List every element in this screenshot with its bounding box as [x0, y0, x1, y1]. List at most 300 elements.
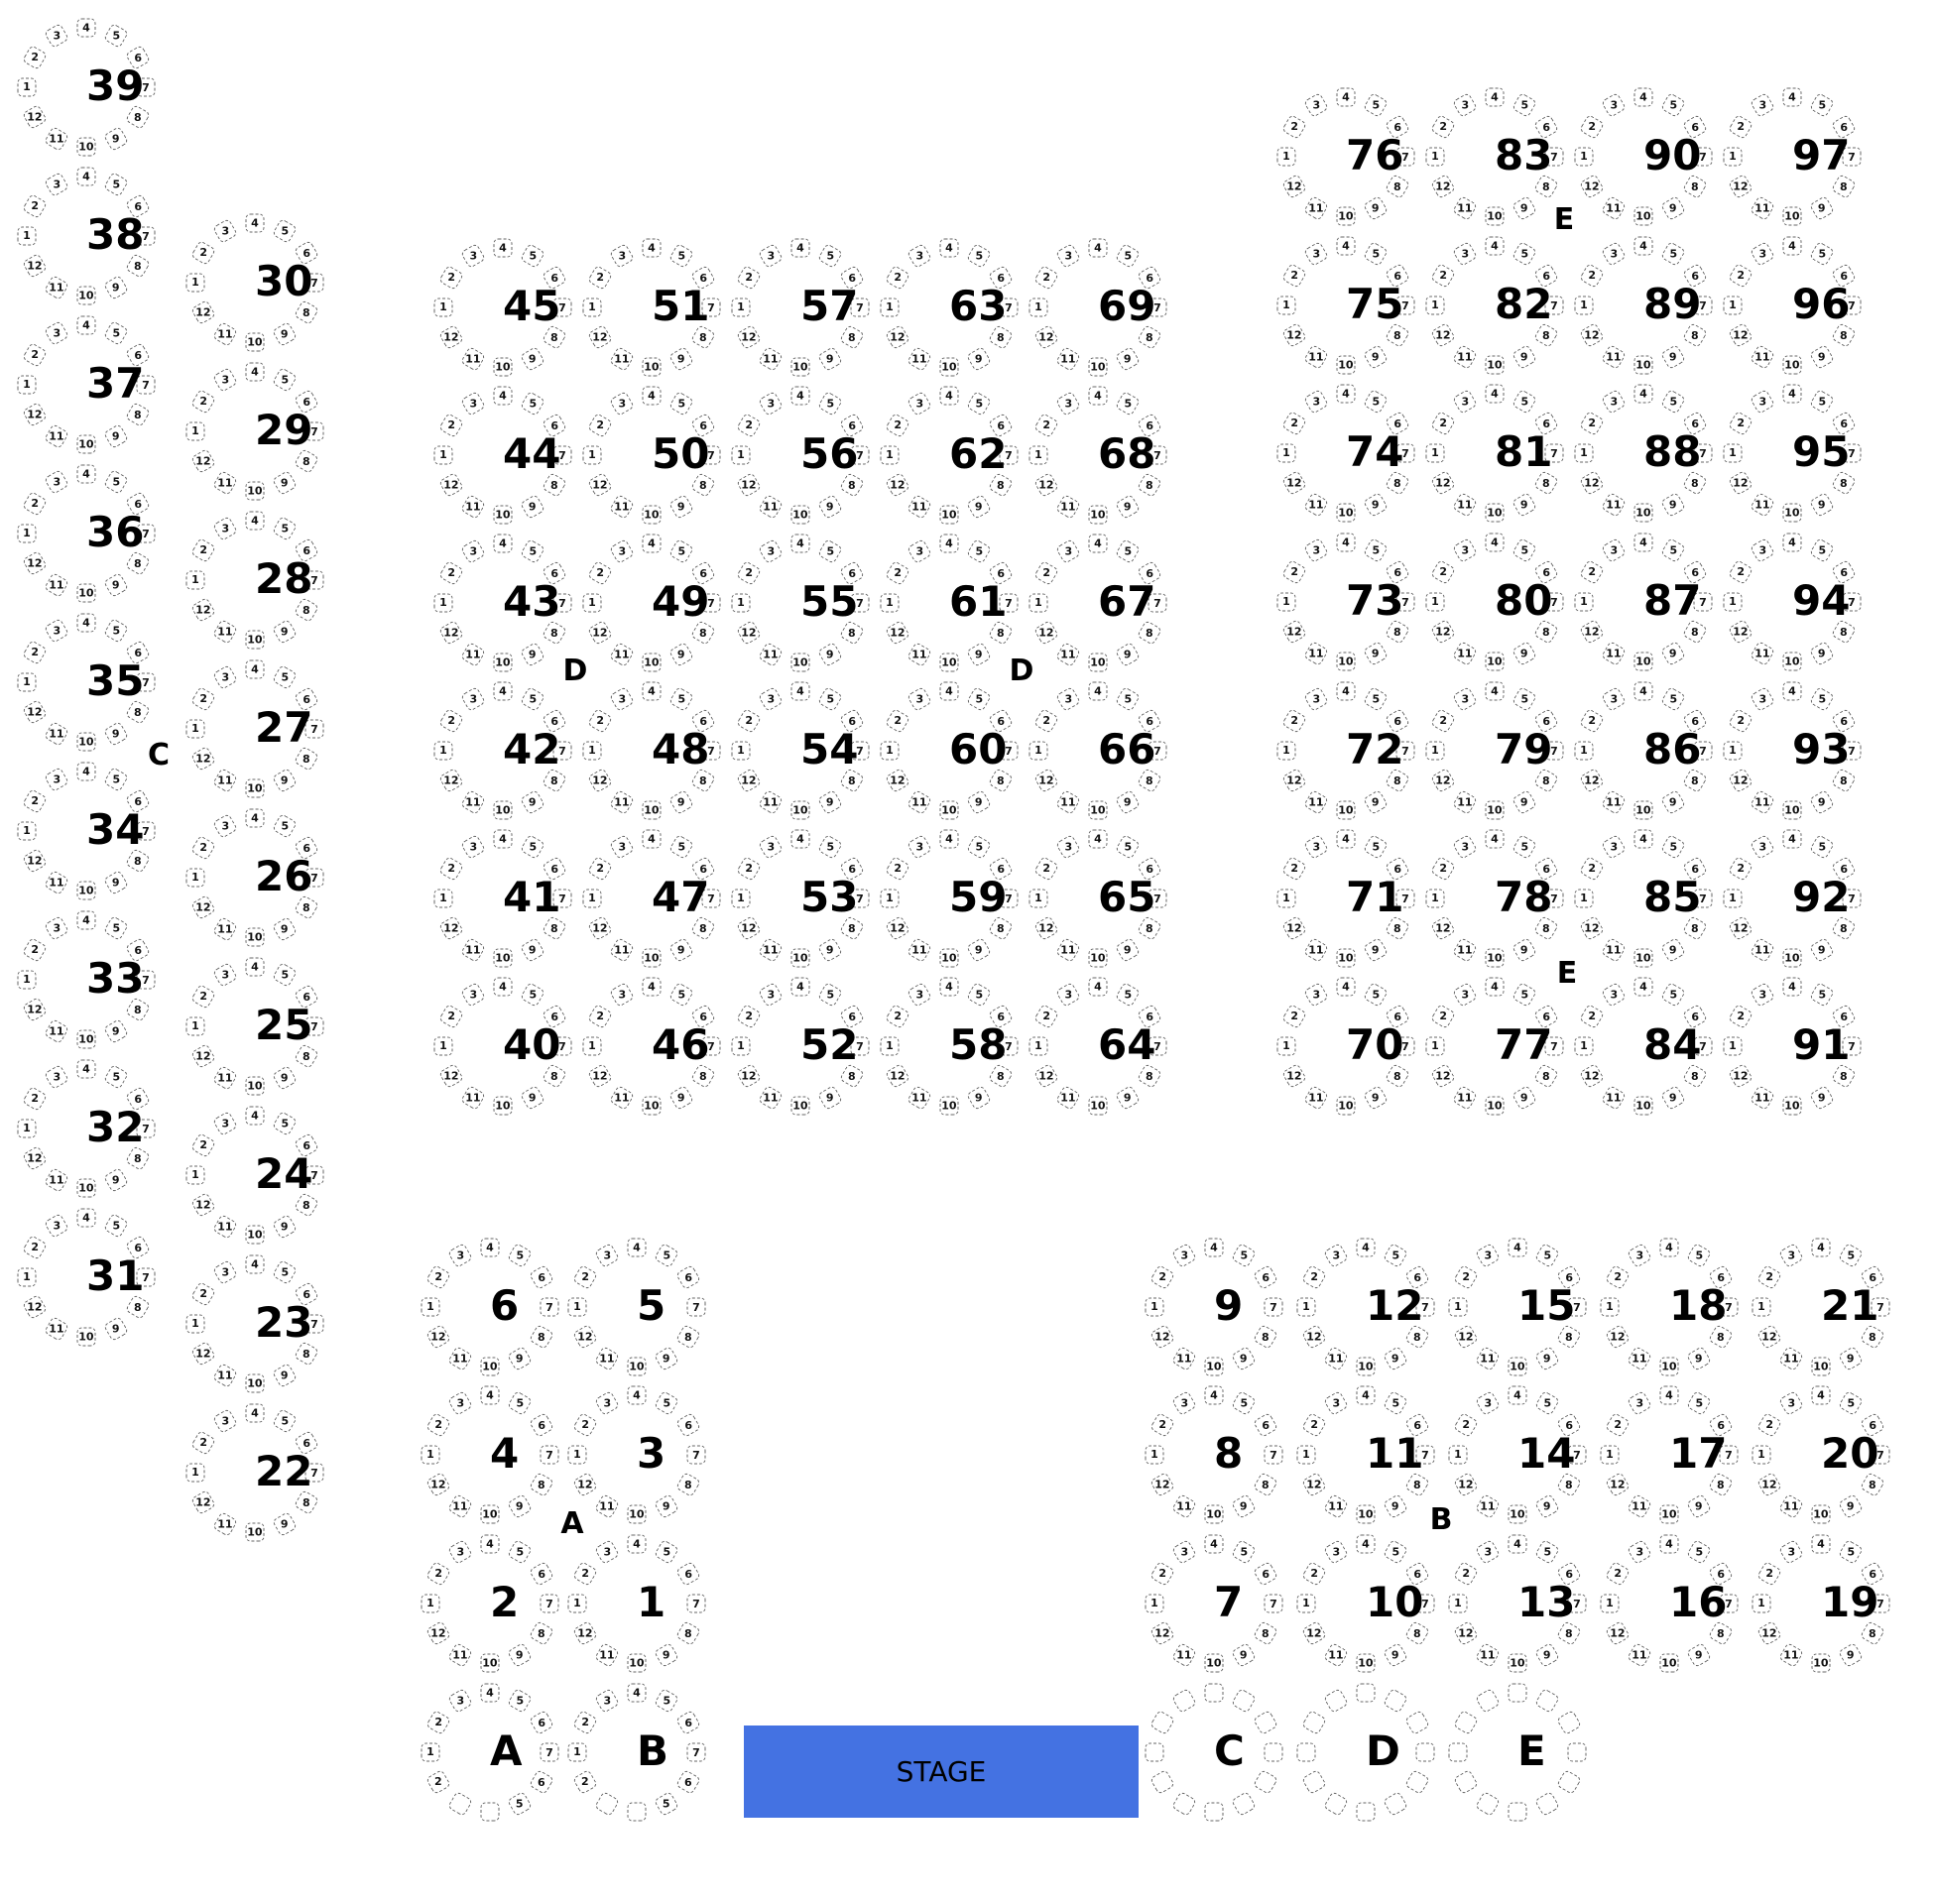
- seat-12[interactable]: [1756, 1620, 1782, 1646]
- seat-3[interactable]: [460, 686, 486, 712]
- seat-blank[interactable]: [1149, 1710, 1175, 1735]
- seat-5[interactable]: [1115, 538, 1141, 564]
- seat-blank[interactable]: [1265, 1743, 1283, 1762]
- seat-10[interactable]: [1205, 1358, 1224, 1376]
- seat-12[interactable]: [1728, 322, 1753, 348]
- seat-4[interactable]: [1205, 1535, 1224, 1554]
- seat-10[interactable]: [643, 949, 662, 968]
- seat-3[interactable]: [594, 1688, 620, 1714]
- seat-2[interactable]: [190, 835, 216, 861]
- seat-3[interactable]: [1323, 1539, 1349, 1565]
- seat-blank[interactable]: [1357, 1684, 1376, 1703]
- seat-11[interactable]: [212, 1363, 238, 1388]
- seat-3[interactable]: [1750, 537, 1775, 563]
- seat-11[interactable]: [907, 1085, 932, 1111]
- seat-11[interactable]: [1171, 1346, 1197, 1371]
- seat-10[interactable]: [1357, 1358, 1376, 1376]
- seat-11[interactable]: [44, 423, 69, 449]
- seat-9[interactable]: [1363, 492, 1389, 518]
- seat-12[interactable]: [438, 620, 464, 646]
- seat-4[interactable]: [1089, 830, 1108, 849]
- seat-10[interactable]: [791, 949, 810, 968]
- seat-11[interactable]: [1475, 1346, 1501, 1371]
- seat-12[interactable]: [1033, 620, 1059, 646]
- seat-9[interactable]: [1383, 1346, 1408, 1371]
- seat-11[interactable]: [907, 789, 932, 815]
- seat-12[interactable]: [1301, 1324, 1327, 1350]
- seat-1[interactable]: [1029, 298, 1048, 317]
- seat-4[interactable]: [643, 978, 662, 997]
- seat-5[interactable]: [668, 243, 694, 269]
- seat-9[interactable]: [817, 1085, 843, 1111]
- seat-11[interactable]: [212, 768, 238, 793]
- seat-4[interactable]: [791, 387, 810, 406]
- seat-12[interactable]: [22, 699, 48, 725]
- seat-1[interactable]: [1277, 593, 1296, 612]
- seat-2[interactable]: [190, 240, 216, 266]
- seat-12[interactable]: [1149, 1620, 1175, 1646]
- seat-1[interactable]: [1029, 742, 1048, 761]
- seat-7[interactable]: [541, 1446, 559, 1465]
- seat-1[interactable]: [583, 594, 602, 613]
- seat-3[interactable]: [447, 1390, 473, 1416]
- seat-5[interactable]: [966, 391, 992, 416]
- seat-10[interactable]: [1634, 949, 1653, 968]
- seat-blank[interactable]: [1323, 1688, 1349, 1714]
- seat-3[interactable]: [1750, 241, 1775, 267]
- seat-4[interactable]: [77, 19, 96, 38]
- seat-1[interactable]: [1753, 1298, 1771, 1317]
- seat-12[interactable]: [425, 1324, 451, 1350]
- seat-12[interactable]: [1281, 619, 1307, 645]
- seat-4[interactable]: [1357, 1386, 1376, 1405]
- seat-4[interactable]: [494, 535, 513, 553]
- seat-5[interactable]: [1363, 241, 1389, 267]
- seat-10[interactable]: [643, 801, 662, 820]
- seat-12[interactable]: [22, 848, 48, 874]
- seat-10[interactable]: [1509, 1654, 1527, 1673]
- seat-4[interactable]: [77, 1060, 96, 1079]
- seat-4[interactable]: [791, 682, 810, 701]
- seat-11[interactable]: [1601, 344, 1627, 370]
- seat-4[interactable]: [246, 1107, 265, 1126]
- seat-10[interactable]: [1205, 1505, 1224, 1524]
- seat-9[interactable]: [520, 789, 545, 815]
- seat-9[interactable]: [103, 1316, 129, 1342]
- seat-9[interactable]: [966, 494, 992, 520]
- seat-2[interactable]: [736, 1004, 762, 1029]
- seat-5[interactable]: [1383, 1243, 1408, 1268]
- seat-2[interactable]: [1301, 1264, 1327, 1290]
- seat-11[interactable]: [1323, 1493, 1349, 1519]
- seat-12[interactable]: [1281, 174, 1307, 199]
- seat-1[interactable]: [1426, 742, 1445, 761]
- seat-3[interactable]: [1778, 1539, 1804, 1565]
- seat-11[interactable]: [1778, 1493, 1804, 1519]
- seat-1[interactable]: [1146, 1298, 1164, 1317]
- seat-blank[interactable]: [447, 1791, 473, 1817]
- seat-2[interactable]: [1149, 1264, 1175, 1290]
- seat-12[interactable]: [1430, 768, 1456, 793]
- seat-9[interactable]: [1383, 1642, 1408, 1668]
- seat-4[interactable]: [1783, 88, 1802, 107]
- seat-10[interactable]: [791, 654, 810, 672]
- seat-4[interactable]: [494, 682, 513, 701]
- seat-5[interactable]: [1115, 982, 1141, 1008]
- seat-10[interactable]: [1486, 207, 1505, 226]
- seat-12[interactable]: [22, 104, 48, 130]
- seat-11[interactable]: [1055, 642, 1081, 667]
- seat-6[interactable]: [1253, 1561, 1278, 1587]
- seat-9[interactable]: [1660, 344, 1686, 370]
- seat-blank[interactable]: [1383, 1791, 1408, 1817]
- seat-11[interactable]: [44, 126, 69, 152]
- seat-10[interactable]: [77, 287, 96, 305]
- seat-10[interactable]: [1337, 1097, 1356, 1116]
- seat-5[interactable]: [668, 538, 694, 564]
- seat-4[interactable]: [1205, 1239, 1224, 1257]
- seat-1[interactable]: [422, 1743, 440, 1762]
- seat-11[interactable]: [1750, 492, 1775, 518]
- seat-12[interactable]: [885, 768, 910, 793]
- seat-11[interactable]: [1750, 344, 1775, 370]
- seat-7[interactable]: [541, 1298, 559, 1317]
- seat-1[interactable]: [422, 1446, 440, 1465]
- seat-4[interactable]: [77, 911, 96, 930]
- seat-3[interactable]: [1750, 982, 1775, 1008]
- seat-10[interactable]: [643, 1097, 662, 1116]
- seat-2[interactable]: [1579, 411, 1605, 436]
- seat-2[interactable]: [438, 1004, 464, 1029]
- seat-3[interactable]: [609, 686, 635, 712]
- seat-10[interactable]: [1089, 1097, 1108, 1116]
- seat-2[interactable]: [190, 389, 216, 415]
- seat-12[interactable]: [22, 402, 48, 427]
- seat-6[interactable]: [675, 1412, 701, 1438]
- seat-5[interactable]: [1660, 982, 1686, 1008]
- seat-2[interactable]: [22, 1235, 48, 1260]
- seat-3[interactable]: [758, 686, 784, 712]
- seat-9[interactable]: [103, 126, 129, 152]
- seat-5[interactable]: [272, 367, 298, 393]
- seat-12[interactable]: [190, 1043, 216, 1069]
- seat-4[interactable]: [1337, 682, 1356, 701]
- seat-10[interactable]: [940, 506, 959, 525]
- seat-11[interactable]: [758, 937, 784, 963]
- seat-5[interactable]: [520, 982, 545, 1008]
- seat-11[interactable]: [609, 494, 635, 520]
- seat-10[interactable]: [791, 358, 810, 377]
- seat-12[interactable]: [190, 894, 216, 920]
- seat-11[interactable]: [907, 937, 932, 963]
- seat-11[interactable]: [1171, 1493, 1197, 1519]
- seat-1[interactable]: [1426, 444, 1445, 463]
- seat-10[interactable]: [1634, 207, 1653, 226]
- seat-3[interactable]: [447, 1539, 473, 1565]
- seat-1[interactable]: [186, 422, 205, 441]
- seat-3[interactable]: [1750, 92, 1775, 118]
- seat-3[interactable]: [758, 834, 784, 860]
- seat-2[interactable]: [1579, 1004, 1605, 1029]
- seat-9[interactable]: [103, 572, 129, 598]
- seat-blank[interactable]: [1475, 1791, 1501, 1817]
- seat-12[interactable]: [22, 1145, 48, 1171]
- seat-3[interactable]: [44, 1064, 69, 1090]
- seat-blank[interactable]: [1509, 1684, 1527, 1703]
- seat-3[interactable]: [1601, 834, 1627, 860]
- seat-3[interactable]: [1627, 1390, 1652, 1416]
- seat-11[interactable]: [1055, 346, 1081, 372]
- seat-5[interactable]: [103, 23, 129, 49]
- seat-1[interactable]: [1724, 742, 1743, 761]
- seat-1[interactable]: [18, 673, 37, 692]
- seat-1[interactable]: [1753, 1595, 1771, 1613]
- seat-1[interactable]: [568, 1743, 587, 1762]
- seat-9[interactable]: [272, 1065, 298, 1091]
- seat-3[interactable]: [1303, 241, 1329, 267]
- seat-2[interactable]: [1579, 559, 1605, 585]
- seat-3[interactable]: [1601, 982, 1627, 1008]
- seat-10[interactable]: [494, 506, 513, 525]
- seat-blank[interactable]: [1449, 1743, 1468, 1762]
- seat-10[interactable]: [1089, 358, 1108, 377]
- seat-9[interactable]: [103, 1167, 129, 1193]
- seat-1[interactable]: [1575, 148, 1594, 167]
- seat-10[interactable]: [481, 1358, 500, 1376]
- seat-4[interactable]: [1783, 978, 1802, 997]
- seat-11[interactable]: [1601, 492, 1627, 518]
- seat-2[interactable]: [1728, 1004, 1753, 1029]
- seat-4[interactable]: [1337, 385, 1356, 404]
- seat-4[interactable]: [246, 1404, 265, 1423]
- seat-4[interactable]: [1205, 1386, 1224, 1405]
- seat-3[interactable]: [212, 664, 238, 690]
- seat-1[interactable]: [732, 446, 751, 465]
- seat-9[interactable]: [966, 937, 992, 963]
- seat-4[interactable]: [1089, 978, 1108, 997]
- seat-12[interactable]: [22, 253, 48, 279]
- seat-11[interactable]: [1452, 641, 1478, 666]
- seat-1[interactable]: [186, 1166, 205, 1185]
- seat-11[interactable]: [609, 642, 635, 667]
- seat-9[interactable]: [1231, 1642, 1257, 1668]
- seat-5[interactable]: [1383, 1390, 1408, 1416]
- seat-1[interactable]: [186, 869, 205, 888]
- seat-4[interactable]: [1783, 385, 1802, 404]
- seat-11[interactable]: [1055, 1085, 1081, 1111]
- seat-12[interactable]: [1728, 1063, 1753, 1089]
- seat-5[interactable]: [1363, 389, 1389, 415]
- seat-2[interactable]: [1728, 263, 1753, 289]
- seat-2[interactable]: [190, 686, 216, 712]
- seat-1[interactable]: [732, 298, 751, 317]
- seat-5[interactable]: [668, 834, 694, 860]
- seat-blank[interactable]: [1534, 1688, 1560, 1714]
- seat-5[interactable]: [103, 767, 129, 792]
- seat-4[interactable]: [1089, 535, 1108, 553]
- seat-1[interactable]: [1426, 593, 1445, 612]
- seat-12[interactable]: [1728, 915, 1753, 941]
- seat-11[interactable]: [907, 346, 932, 372]
- seat-10[interactable]: [1089, 949, 1108, 968]
- seat-2[interactable]: [438, 560, 464, 586]
- seat-1[interactable]: [881, 446, 900, 465]
- seat-5[interactable]: [1115, 686, 1141, 712]
- seat-4[interactable]: [77, 1209, 96, 1228]
- seat-10[interactable]: [246, 1077, 265, 1096]
- seat-7[interactable]: [1265, 1595, 1283, 1613]
- seat-1[interactable]: [1575, 297, 1594, 315]
- seat-11[interactable]: [460, 1085, 486, 1111]
- seat-10[interactable]: [1486, 949, 1505, 968]
- seat-blank[interactable]: [1475, 1688, 1501, 1714]
- seat-10[interactable]: [77, 1030, 96, 1049]
- seat-3[interactable]: [212, 367, 238, 393]
- seat-4[interactable]: [1660, 1535, 1679, 1554]
- seat-3[interactable]: [758, 538, 784, 564]
- seat-1[interactable]: [1277, 297, 1296, 315]
- seat-3[interactable]: [1601, 241, 1627, 267]
- seat-1[interactable]: [1277, 444, 1296, 463]
- seat-11[interactable]: [1303, 344, 1329, 370]
- seat-2[interactable]: [1756, 1561, 1782, 1587]
- seat-3[interactable]: [758, 243, 784, 269]
- seat-4[interactable]: [1337, 978, 1356, 997]
- seat-blank[interactable]: [1146, 1743, 1164, 1762]
- seat-2[interactable]: [425, 1710, 451, 1735]
- seat-10[interactable]: [1783, 207, 1802, 226]
- seat-12[interactable]: [1453, 1620, 1479, 1646]
- seat-1[interactable]: [1449, 1446, 1468, 1465]
- seat-4[interactable]: [77, 763, 96, 781]
- seat-4[interactable]: [494, 387, 513, 406]
- seat-2[interactable]: [1756, 1264, 1782, 1290]
- seat-10[interactable]: [1486, 653, 1505, 671]
- seat-1[interactable]: [18, 971, 37, 990]
- seat-4[interactable]: [494, 978, 513, 997]
- seat-9[interactable]: [507, 1346, 533, 1371]
- seat-12[interactable]: [22, 1294, 48, 1320]
- seat-9[interactable]: [1231, 1493, 1257, 1519]
- seat-5[interactable]: [966, 982, 992, 1008]
- seat-2[interactable]: [587, 708, 613, 734]
- seat-2[interactable]: [736, 560, 762, 586]
- seat-1[interactable]: [1277, 1037, 1296, 1056]
- seat-2[interactable]: [438, 856, 464, 882]
- seat-10[interactable]: [1337, 653, 1356, 671]
- seat-5[interactable]: [1809, 686, 1835, 712]
- seat-5[interactable]: [668, 686, 694, 712]
- seat-11[interactable]: [212, 470, 238, 496]
- seat-11[interactable]: [594, 1642, 620, 1668]
- seat-12[interactable]: [1149, 1472, 1175, 1497]
- seat-2[interactable]: [22, 193, 48, 219]
- seat-3[interactable]: [1303, 834, 1329, 860]
- seat-12[interactable]: [1301, 1620, 1327, 1646]
- seat-11[interactable]: [460, 494, 486, 520]
- seat-1[interactable]: [1029, 1037, 1048, 1056]
- seat-10[interactable]: [1337, 801, 1356, 820]
- seat-9[interactable]: [1660, 789, 1686, 815]
- seat-2[interactable]: [1430, 411, 1456, 436]
- seat-1[interactable]: [18, 1268, 37, 1287]
- seat-8[interactable]: [1253, 1472, 1278, 1497]
- seat-12[interactable]: [438, 915, 464, 941]
- seat-2[interactable]: [1281, 559, 1307, 585]
- seat-blank[interactable]: [1404, 1710, 1430, 1735]
- seat-6[interactable]: [1253, 1412, 1278, 1438]
- seat-4[interactable]: [940, 239, 959, 258]
- seat-12[interactable]: [1728, 470, 1753, 496]
- seat-12[interactable]: [1756, 1324, 1782, 1350]
- seat-12[interactable]: [1579, 1063, 1605, 1089]
- seat-3[interactable]: [609, 538, 635, 564]
- seat-4[interactable]: [1486, 534, 1505, 552]
- seat-2[interactable]: [587, 265, 613, 291]
- seat-8[interactable]: [529, 1472, 554, 1497]
- seat-1[interactable]: [881, 742, 900, 761]
- seat-blank[interactable]: [1205, 1803, 1224, 1822]
- seat-9[interactable]: [1660, 195, 1686, 221]
- seat-10[interactable]: [1634, 504, 1653, 523]
- seat-blank[interactable]: [1404, 1769, 1430, 1795]
- seat-5[interactable]: [1809, 982, 1835, 1008]
- seat-11[interactable]: [758, 789, 784, 815]
- seat-11[interactable]: [44, 1316, 69, 1342]
- seat-5[interactable]: [1809, 834, 1835, 860]
- seat-11[interactable]: [447, 1642, 473, 1668]
- seat-5[interactable]: [1363, 834, 1389, 860]
- seat-4[interactable]: [494, 830, 513, 849]
- seat-2[interactable]: [1453, 1412, 1479, 1438]
- seat-11[interactable]: [907, 494, 932, 520]
- seat-6[interactable]: [529, 1710, 554, 1735]
- seat-5[interactable]: [507, 1539, 533, 1565]
- seat-9[interactable]: [668, 346, 694, 372]
- seat-1[interactable]: [422, 1595, 440, 1613]
- seat-4[interactable]: [1634, 830, 1653, 849]
- seat-2[interactable]: [1033, 413, 1059, 438]
- seat-2[interactable]: [1281, 114, 1307, 140]
- seat-4[interactable]: [494, 239, 513, 258]
- seat-3[interactable]: [44, 767, 69, 792]
- seat-9[interactable]: [817, 346, 843, 372]
- seat-4[interactable]: [1337, 830, 1356, 849]
- seat-4[interactable]: [643, 682, 662, 701]
- seat-1[interactable]: [18, 227, 37, 246]
- seat-10[interactable]: [1660, 1654, 1679, 1673]
- seat-4[interactable]: [246, 809, 265, 828]
- seat-5[interactable]: [654, 1243, 679, 1268]
- seat-1[interactable]: [1277, 742, 1296, 761]
- seat-12[interactable]: [1728, 174, 1753, 199]
- seat-2[interactable]: [1579, 114, 1605, 140]
- seat-10[interactable]: [77, 733, 96, 752]
- seat-10[interactable]: [791, 506, 810, 525]
- seat-2[interactable]: [1605, 1561, 1631, 1587]
- seat-2[interactable]: [22, 937, 48, 963]
- seat-4[interactable]: [1783, 830, 1802, 849]
- seat-11[interactable]: [1303, 1085, 1329, 1111]
- seat-9[interactable]: [1511, 492, 1537, 518]
- seat-10[interactable]: [77, 435, 96, 454]
- seat-5[interactable]: [1363, 982, 1389, 1008]
- seat-7[interactable]: [687, 1595, 706, 1613]
- seat-12[interactable]: [1430, 470, 1456, 496]
- seat-9[interactable]: [668, 937, 694, 963]
- seat-12[interactable]: [885, 1063, 910, 1089]
- seat-4[interactable]: [628, 1386, 647, 1405]
